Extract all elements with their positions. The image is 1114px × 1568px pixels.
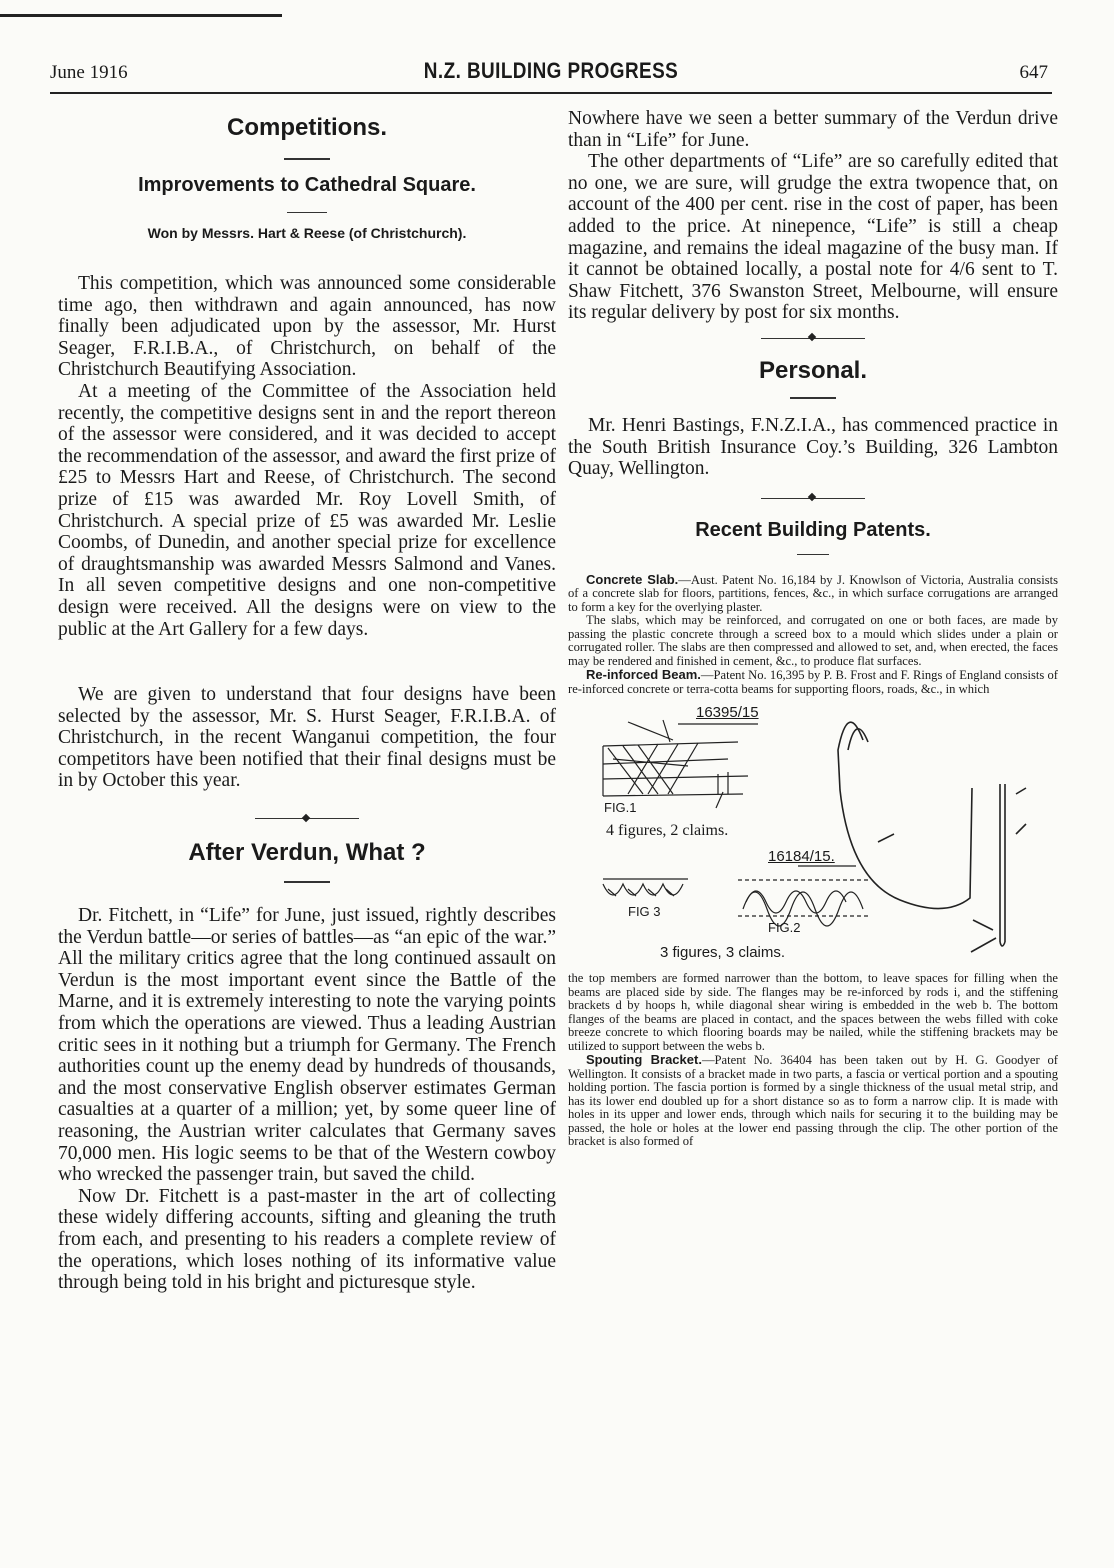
competitions-heading: Competitions. — [227, 114, 387, 141]
personal-heading: Personal. — [758, 356, 868, 384]
verdun-paragraph-4: The other departments of “Life” are so carefully edited that no one, we are sure, will grudge the extra twopence that, on account of the 400 per cent. rise in the cost of paper, has been added to the price. At ninepence, “Life” is still a cheap magazine, and remains the ideal magazine of the busy man. If it cannot be obtained locally, a postal note for 4/6 sent to T. Shaw Fitchett, 376 Swanston Street, Melbourne, will ensure its regular delivery by post for six months. — [568, 151, 1058, 324]
section-divider — [255, 818, 359, 819]
cathedral-square-heading: Improvements to Cathedral Square. — [138, 174, 476, 196]
personal-rule — [790, 397, 836, 399]
subheading-rule — [287, 212, 327, 213]
concrete-slab-paragraph — [568, 573, 1058, 615]
slab-fig3-drawing — [603, 879, 688, 896]
verdun-rule — [284, 881, 330, 883]
spouting-bracket-lead: Spouting Bracket. — [586, 1052, 702, 1068]
patents-rule — [797, 554, 829, 555]
figure-caption-b: 3 figures, 3 claims. — [660, 944, 786, 962]
spouting-bracket-paragraph — [568, 1053, 1058, 1149]
personal-paragraph: Mr. Henri Bastings, F.N.Z.I.A., has commenced practice in the South British Insurance Coy.’s Building, 326 Lambton Quay, Wellington. — [568, 414, 1058, 480]
wanganui-paragraph: We are given to understand that four designs have been selected by the assessor, Mr. S. Hurst Seager, F.R.I.B.A. of Christchurch, in the recent Wanganui competition, the four competitors have been notified that their final designs must be in by October this year. — [58, 684, 556, 792]
verdun-heading: After Verdun, What ? — [188, 839, 426, 867]
reinforced-beam-text: —Patent No. 16,395 by P. B. Frost and F. Rings of England consists of re-inforced concrete or terra-cotta beams for supporting floors, roads, &c., in which — [568, 668, 1058, 696]
publication-title: N.Z. BUILDING PROGRESS — [423, 58, 679, 83]
patents-heading: Recent Building Patents. — [695, 518, 931, 541]
right-column — [568, 108, 1058, 1149]
beam-fig1-drawing — [603, 720, 758, 808]
top-rule — [0, 14, 282, 17]
verdun-paragraph-3: Nowhere have we seen a better summary of the Verdun drive than in “Life” for June. — [568, 108, 1058, 151]
page-number: 647 — [1019, 62, 1048, 83]
spouting-bracket-text: —Patent No. 36404 has been taken out by H. G. Goodyer of Wellington. It consists of a bracket made in two parts, a fascia or vertical portion and a spouting holding portion. The fascia portion is formed by a single thickness of the usual metal strip, and has its lower end doubled up for a short distance so as to form a narrow clip. It is made with holes in its upper and lower ends, through which nails for securing it to the building may be passed, the hole or holes at the lower end passing through the clip. The other portion of the bracket is also formed of — [568, 1053, 1058, 1149]
verdun-paragraph-1: Dr. Fitchett, in “Life” for June, just issued, rightly describes the Verdun battle—or series of battles—as “an epic of the war.” All the military critics agree that the long continued assault on Verdun is the most important event since the Battle of the Marne, and it is extremely interesting to note the varying points from which the operations are viewed. Thus a leading Austrian critic sees in it nothing but a triumph for Germany. The French authorities count up the enemy dead by hundreds of thousands, and the most conservative English observer estimates German casualties at a quarter of a million; yet, by some queer line of reasoning, the Austrian writer calculates that Germany saves 70,000 men. His logic seems to be that of the Western cowboy who wrecked the passenger train, but saved the child. — [58, 905, 556, 1186]
reinforced-beam-paragraph — [568, 668, 1058, 696]
spouting-bracket-drawing — [838, 722, 1026, 952]
concrete-slab-lead: Concrete Slab. — [586, 571, 679, 587]
fig1-label: FIG.1 — [604, 800, 637, 816]
left-column — [58, 108, 556, 1294]
issue-date: June 1916 — [50, 62, 128, 83]
slab-fig2-drawing — [738, 866, 868, 926]
fig3-label: FIG 3 — [628, 904, 661, 920]
concrete-slab-paragraph-2: The slabs, which may be reinforced, and corrugated on one or both faces, are made by passing the plastic concrete through a screed box to a mould which slides under a plain or corrugated roller. The slabs are then compressed and allowed to set, and, when erected, the faces may be rendered and finished in cement, &c., to produce flat surfaces. — [568, 613, 1058, 668]
verdun-paragraph-2: Now Dr. Fitchett is a past-master in the art of collecting these widely differing accounts, sifting and gleaning the truth from each, and presenting to his readers a complete review of the operations, which loses nothing of its informative value through being told in his bright and picturesque style. — [58, 1185, 556, 1294]
fig2-label: FIG.2 — [768, 920, 801, 936]
heading-rule — [284, 158, 330, 160]
competition-byline: Won by Messrs. Hart & Reese (of Christchurch). — [147, 225, 467, 241]
concrete-slab-text: —Aust. Patent No. 16,184 by J. Knowlson of Victoria, Australia consists of a concrete slab for floors, partitions, fences, &c., in which surface corrugations are arranged to form a key for the overlying plaster. — [568, 572, 1058, 614]
reinforced-beam-lead: Re-inforced Beam. — [586, 667, 701, 683]
fig2-patent-number: 16184/15. — [768, 848, 835, 866]
reinforced-beam-paragraph-2: the top members are formed narrower than the bottom, to leave spaces for filling when the beams are placed side by side. The flanges may be re-inforced by rods i, and the stiffening brackets d by hoops h, while diagonal shear wiring is embedded in the web b. The bottom flanges of the beams are placed in contact, and the spaces between the webs filled with coke breeze concrete to which flooring boards may be nailed, while the stiffening brackets may be utilized to support between the webs b. — [568, 971, 1058, 1053]
fig1-patent-number: 16395/15 — [696, 704, 759, 722]
competition-paragraph-1: This competition, which was announced some considerable time ago, then withdrawn and again announced, has now finally been adjudicated upon by the assessor, Mr. Hurst Seager, F.R.I.B.A., of Christchurch, on behalf of the Christchurch Beautifying Association. — [58, 273, 556, 381]
page-header — [50, 58, 1052, 94]
patent-figure — [568, 704, 1058, 966]
section-divider — [761, 338, 865, 339]
figure-caption-a: 4 figures, 2 claims. — [606, 822, 729, 840]
competition-paragraph-2: At a meeting of the Committee of the Association held recently, the competitive designs sent in and the report thereon of the assessor were considered, and it was decided to accept the recommendation of the assessor, and award the first prize of £25 to Messrs Hart and Reese, of Christchurch. The second prize of £15 was awarded Mr. Roy Lovell Smith, of Christchurch. A special prize of £5 was awarded Mr. Leslie Coombs, of Dunedin, and another special prize for excellence of draughtsmanship was awarded Messrs Salmond and Vanes. In all seven competitive designs and one non-competitive design were received. All the designs were on view to the public at the Art Gallery for a few days. — [58, 380, 556, 640]
patents-body — [568, 573, 1058, 1149]
section-divider — [761, 498, 865, 499]
